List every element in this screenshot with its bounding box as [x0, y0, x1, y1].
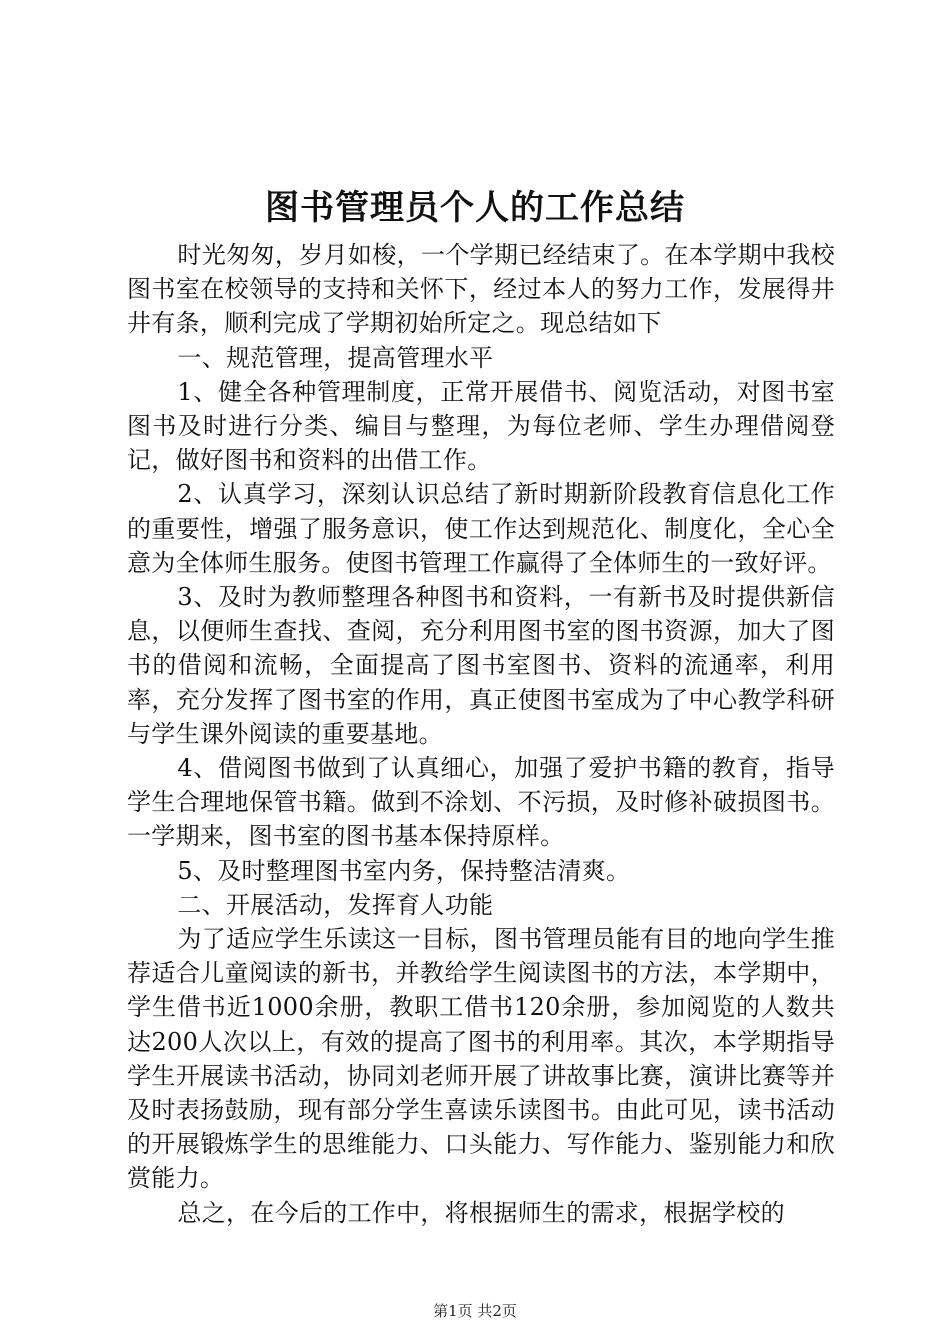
list-item-3: 3、及时为教师整理各种图书和资料，一有新书及时提供新信息，以便师生查找、查阅，充分利用图书室的图书资源，加大了图书的借阅和流畅，全面提高了图书室图书、资料的流通率，利用率，充分发挥了图书室的作用，真正使图书室成为了中心教学科研与学生课外阅读的重要基地。: [127, 583, 835, 748]
list-item-5: 5、及时整理图书室内务，保持整洁清爽。: [177, 856, 631, 885]
section-heading-1: 一、规范管理，提高管理水平: [177, 343, 494, 372]
conclusion-paragraph: 总之，在今后的工作中，将根据师生的需求，根据学校的: [177, 1198, 785, 1227]
page-footer: 第1页 共2页: [433, 1302, 517, 1320]
section-heading-2: 二、开展活动，发挥育人功能: [177, 890, 494, 919]
activities-paragraph: 为了适应学生乐读这一目标，图书管理员能有目的地向学生推荐适合儿童阅读的新书，并教给学生阅读图书的方法，本学期中，学生借书近1000余册，教职工借书120余册，参加阅览的人数共达200人次以上，有效的提高了图书的利用率。其次，本学期指导学生开展读书活动，协同刘老师开展了讲故事比赛，演讲比赛等并及时表扬鼓励，现有部分学生喜读乐读图书。由此可见，读书活动的开展锻炼学生的思维能力、口头能力、写作能力、鉴别能力和欣赏能力。: [127, 925, 835, 1193]
document-title: 图书管理员个人的工作总结: [265, 188, 685, 228]
document-body: [127, 238, 835, 1230]
list-item-2: 2、认真学习，深刻认识总结了新时期新阶段教育信息化工作的重要性，增强了服务意识，使工作达到规范化、制度化，全心全意为全体师生服务。使图书管理工作赢得了全体师生的一致好评。: [127, 480, 835, 577]
list-item-1: 1、健全各种管理制度，正常开展借书、阅览活动，对图书室图书及时进行分类、编目与整理，为每位老师、学生办理借阅登记，做好图书和资料的出借工作。: [127, 377, 835, 475]
intro-paragraph: 时光匆匆，岁月如梭，一个学期已经结束了。在本学期中我校图书室在校领导的支持和关怀下，经过本人的努力工作，发展得井井有条，顺利完成了学期初始所定之。现总结如下: [127, 241, 835, 338]
list-item-4: 4、借阅图书做到了认真细心，加强了爱护书籍的教育，指导学生合理地保管书籍。做到不涂划、不污损，及时修补破损图书。一学期来，图书室的图书基本保持原样。: [127, 754, 835, 851]
